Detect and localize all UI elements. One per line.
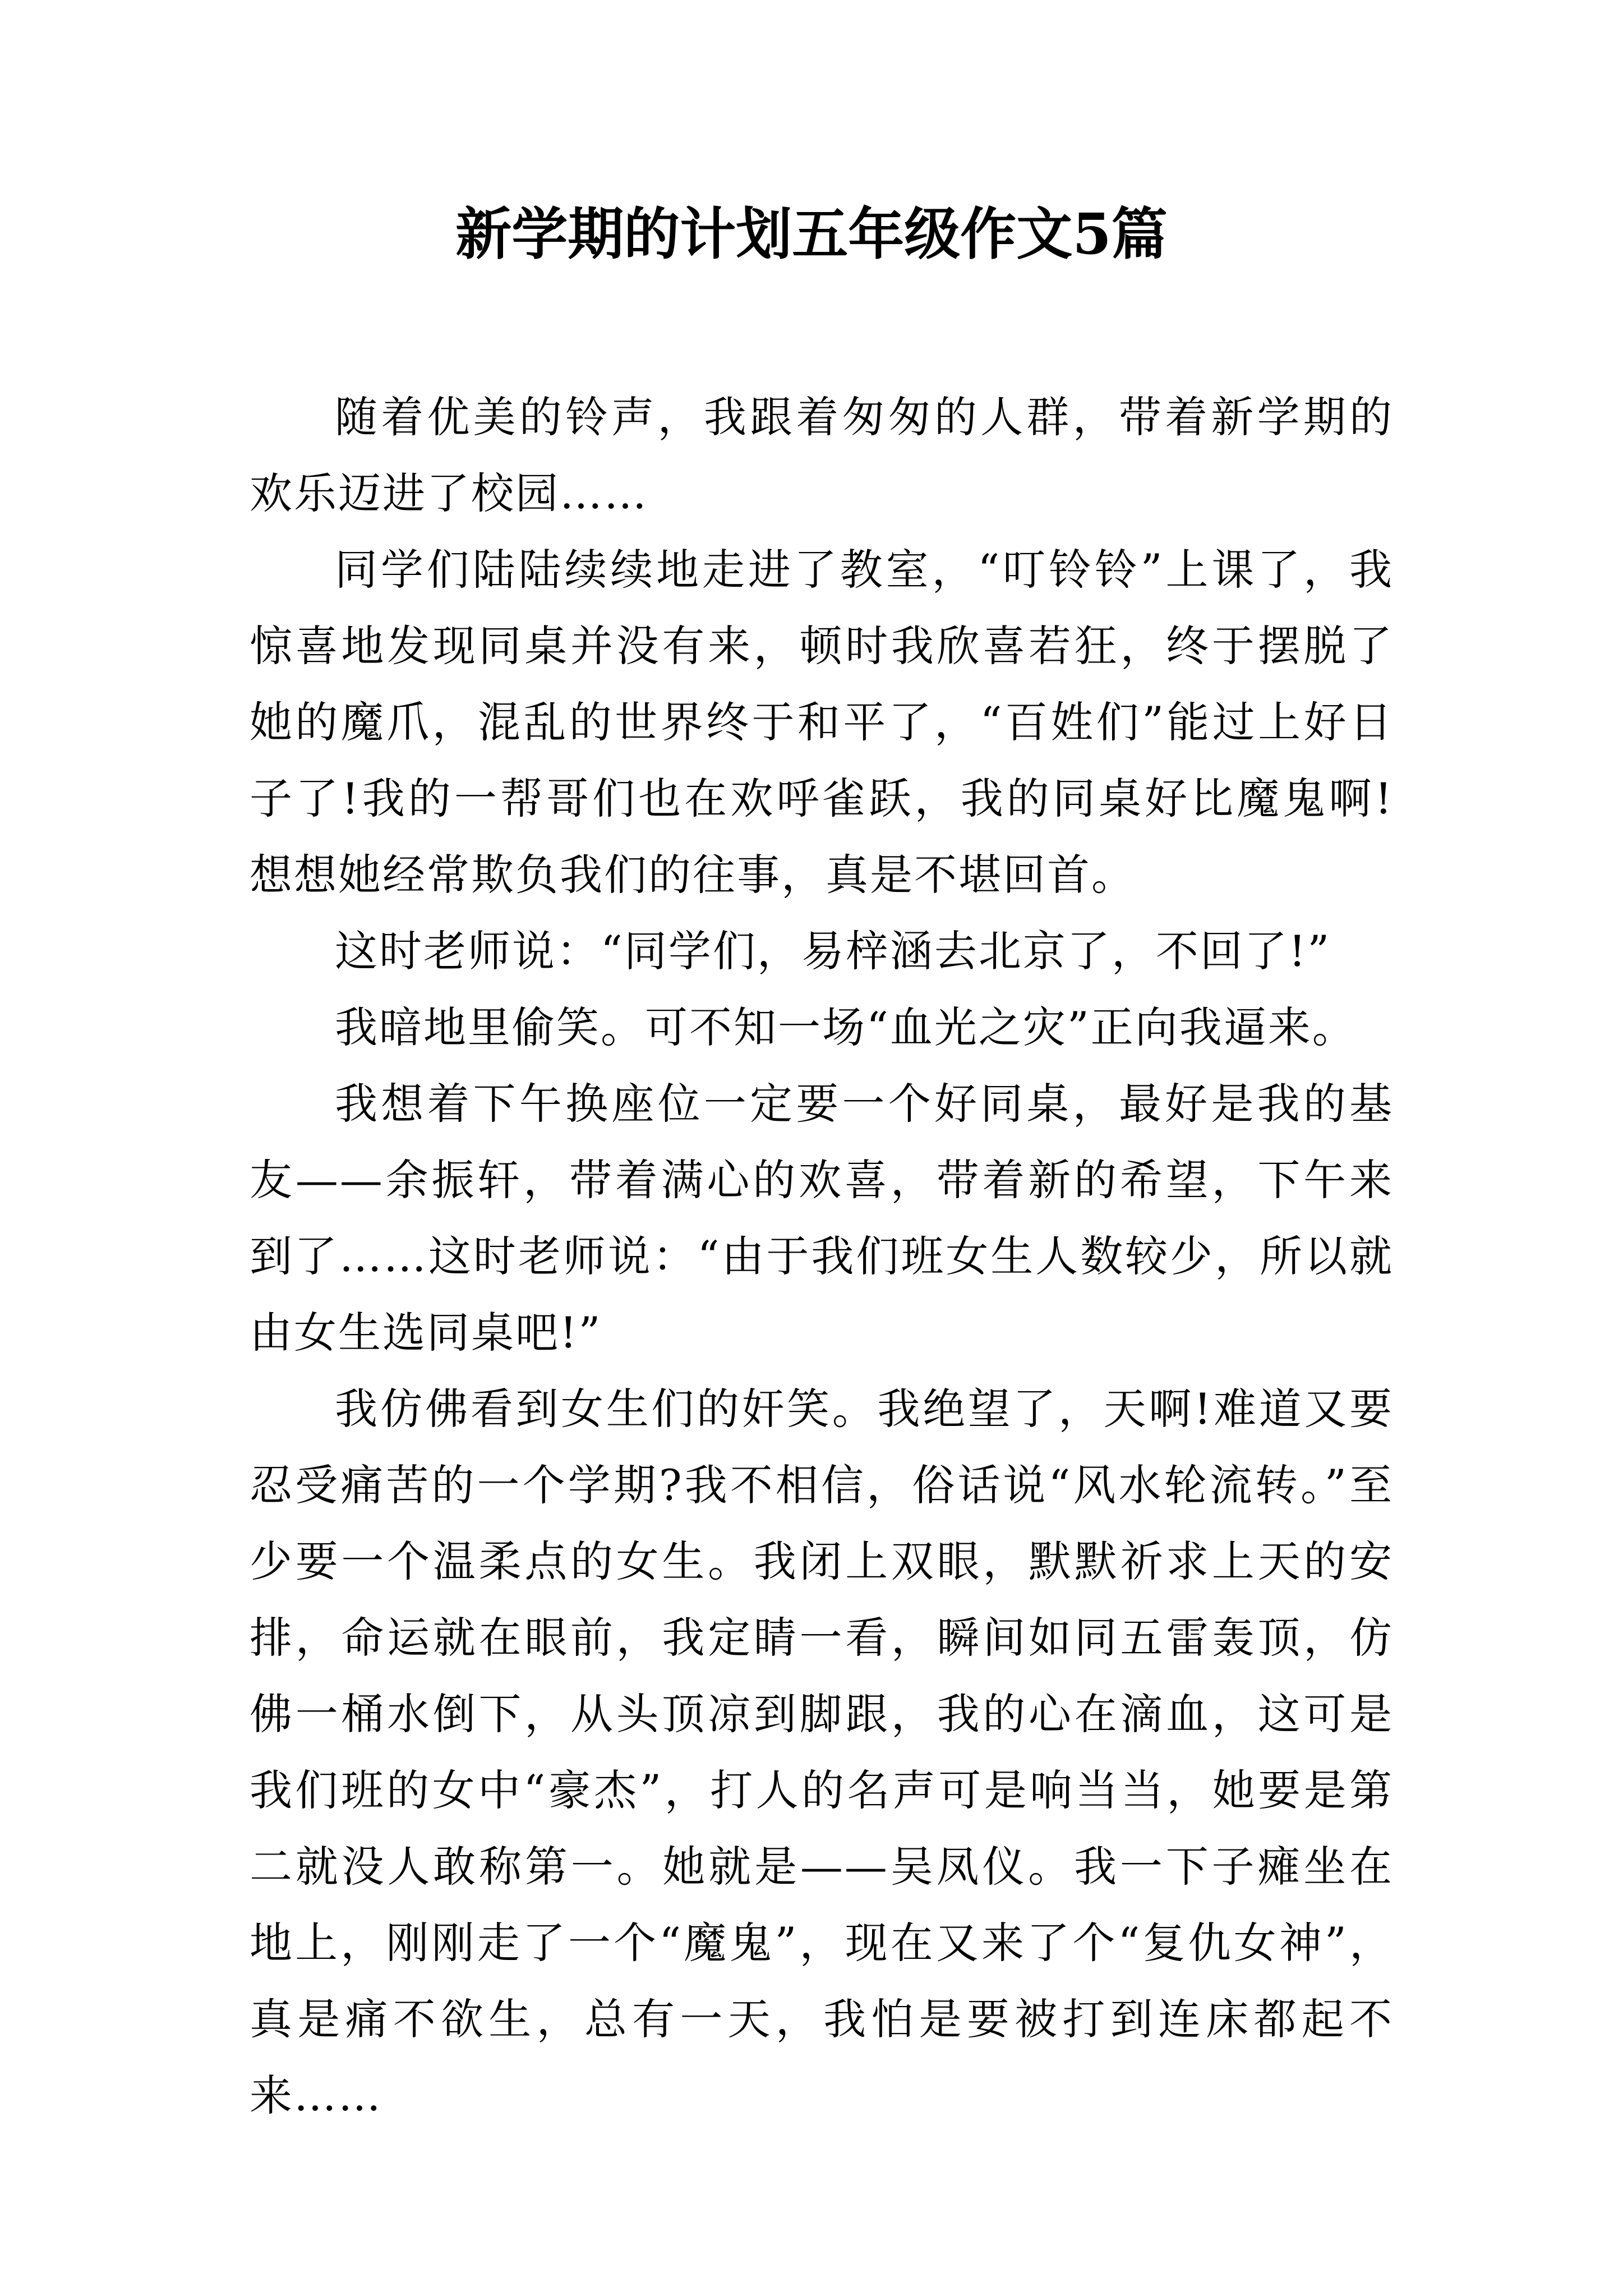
paragraph-2: 同学们陆陆续续地走进了教室，“叮铃铃”上课了，我惊喜地发现同桌并没有来，顿时我欣喜若狂，终于摆脱了她的魔爪，混乱的世界终于和平了，“百姓们”能过上好日子了!我的一帮哥们也在欢呼雀跃，我的同桌好比魔鬼啊!想想她经常欺负我们的往事，真是不堪回首。	[250, 545, 1394, 900]
paragraph-5: 我想着下午换座位一定要一个好同桌，最好是我的基友——余振轩，带着满心的欢喜，带着新的希望，下午来到了……这时老师说：“由于我们班女生人数较少，所以就由女生选同桌吧!”	[250, 1079, 1394, 1358]
document-title: 新学期的计划五年级作文5篇	[455, 201, 1168, 267]
paragraph-4: 我暗地里偷笑。可不知一场“血光之灾”正向我逼来。	[335, 1002, 1357, 1052]
paragraph-6: 我仿佛看到女生们的奸笑。我绝望了，天啊!难道又要忍受痛苦的一个学期?我不相信，俗话说“风水轮流转。”至少要一个温柔点的女生。我闭上双眼，默默祈求上天的安排，命运就在眼前，我定睛一看，瞬间如同五雷轰顶，仿佛一桶水倒下，从头顶凉到脚跟，我的心在滴血，这可是我们班的女中“豪杰”，打人的名声可是响当当，她要是第二就没人敢称第一。她就是——吴凤仪。我一下子瘫坐在地上，刚刚走了一个“魔鬼”，现在又来了个“复仇女神”，真是痛不欲生，总有一天，我怕是要被打到连床都起不来……	[250, 1384, 1394, 2120]
document-body	[250, 379, 1394, 2134]
paragraph-3: 这时老师说：“同学们，易梓涵去北京了，不回了!”	[335, 926, 1331, 976]
paragraph-1: 随着优美的铃声，我跟着匆匆的人群，带着新学期的欢乐迈进了校园……	[250, 392, 1394, 518]
